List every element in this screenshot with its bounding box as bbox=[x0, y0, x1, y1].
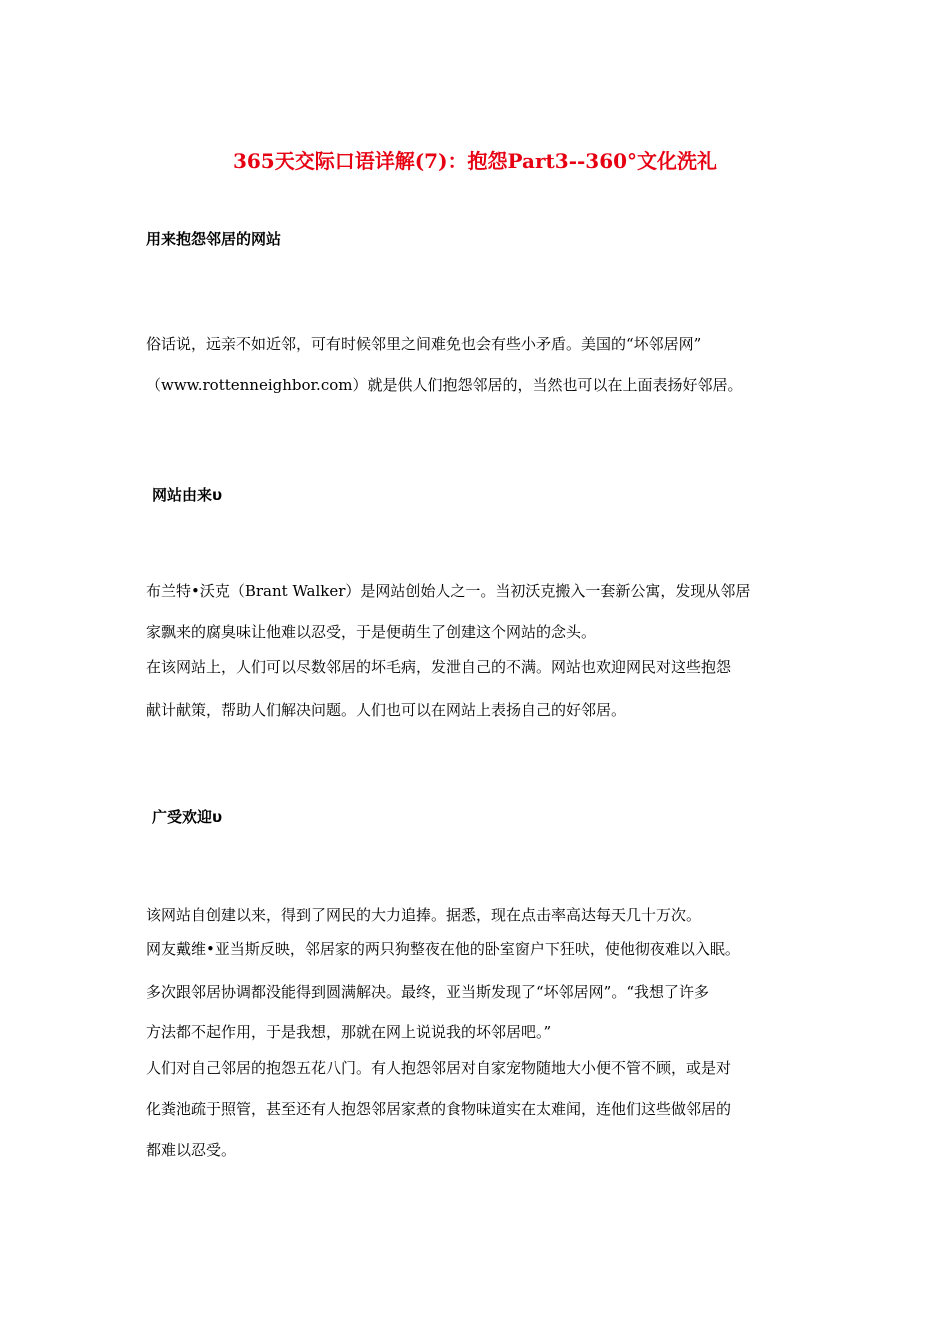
document-title: 365天交际口语详解(7)：抱怨Part3--360°文化洗礼 bbox=[232, 149, 718, 173]
paragraph-line: 布兰特•沃克（Brant Walker）是网站创始人之一。当初沃克搬入一套新公寓，发现从邻居 bbox=[146, 582, 751, 600]
paragraph-line: 献计献策，帮助人们解决问题。人们也可以在网站上表扬自己的好邻居。 bbox=[146, 701, 627, 719]
paragraph-line: 该网站自创建以来，得到了网民的大力追捧。据悉，现在点击率高达每天几十万次。 bbox=[146, 906, 702, 924]
paragraph-line: 多次跟邻居协调都没能得到圆满解决。最终，亚当斯发现了“坏邻居网”。“我想了许多 bbox=[146, 983, 710, 1001]
section-heading-origin: 网站由来υ bbox=[152, 486, 223, 504]
paragraph-line: 人们对自己邻居的抱怨五花八门。有人抱怨邻居对自家宠物随地大小便不管不顾，或是对 bbox=[146, 1059, 732, 1077]
paragraph-line: 家飘来的腐臭味让他难以忍受，于是便萌生了创建这个网站的念头。 bbox=[146, 623, 597, 641]
section-heading-popularity: 广受欢迎υ bbox=[152, 808, 223, 826]
paragraph-line: 化粪池疏于照管，甚至还有人抱怨邻居家煮的食物味道实在太难闻，连他们这些做邻居的 bbox=[146, 1100, 732, 1118]
paragraph-line: 网友戴维•亚当斯反映，邻居家的两只狗整夜在他的卧室窗户下狂吠，使他彻夜难以入眠。 bbox=[146, 940, 740, 958]
section-heading-website: 用来抱怨邻居的网站 bbox=[146, 230, 282, 248]
paragraph-line: 在该网站上，人们可以尽数邻居的坏毛病，发泄自己的不满。网站也欢迎网民对这些抱怨 bbox=[146, 658, 732, 676]
paragraph-line: 俗话说，远亲不如近邻，可有时候邻里之间难免也会有些小矛盾。美国的“坏邻居网” bbox=[146, 335, 702, 353]
paragraph-line: 方法都不起作用，于是我想，那就在网上说说我的坏邻居吧。” bbox=[146, 1023, 552, 1041]
paragraph-line: （www.rottenneighbor.com）就是供人们抱怨邻居的，当然也可以在上面表扬好邻居。 bbox=[146, 376, 743, 394]
paragraph-line: 都难以忍受。 bbox=[146, 1141, 237, 1159]
